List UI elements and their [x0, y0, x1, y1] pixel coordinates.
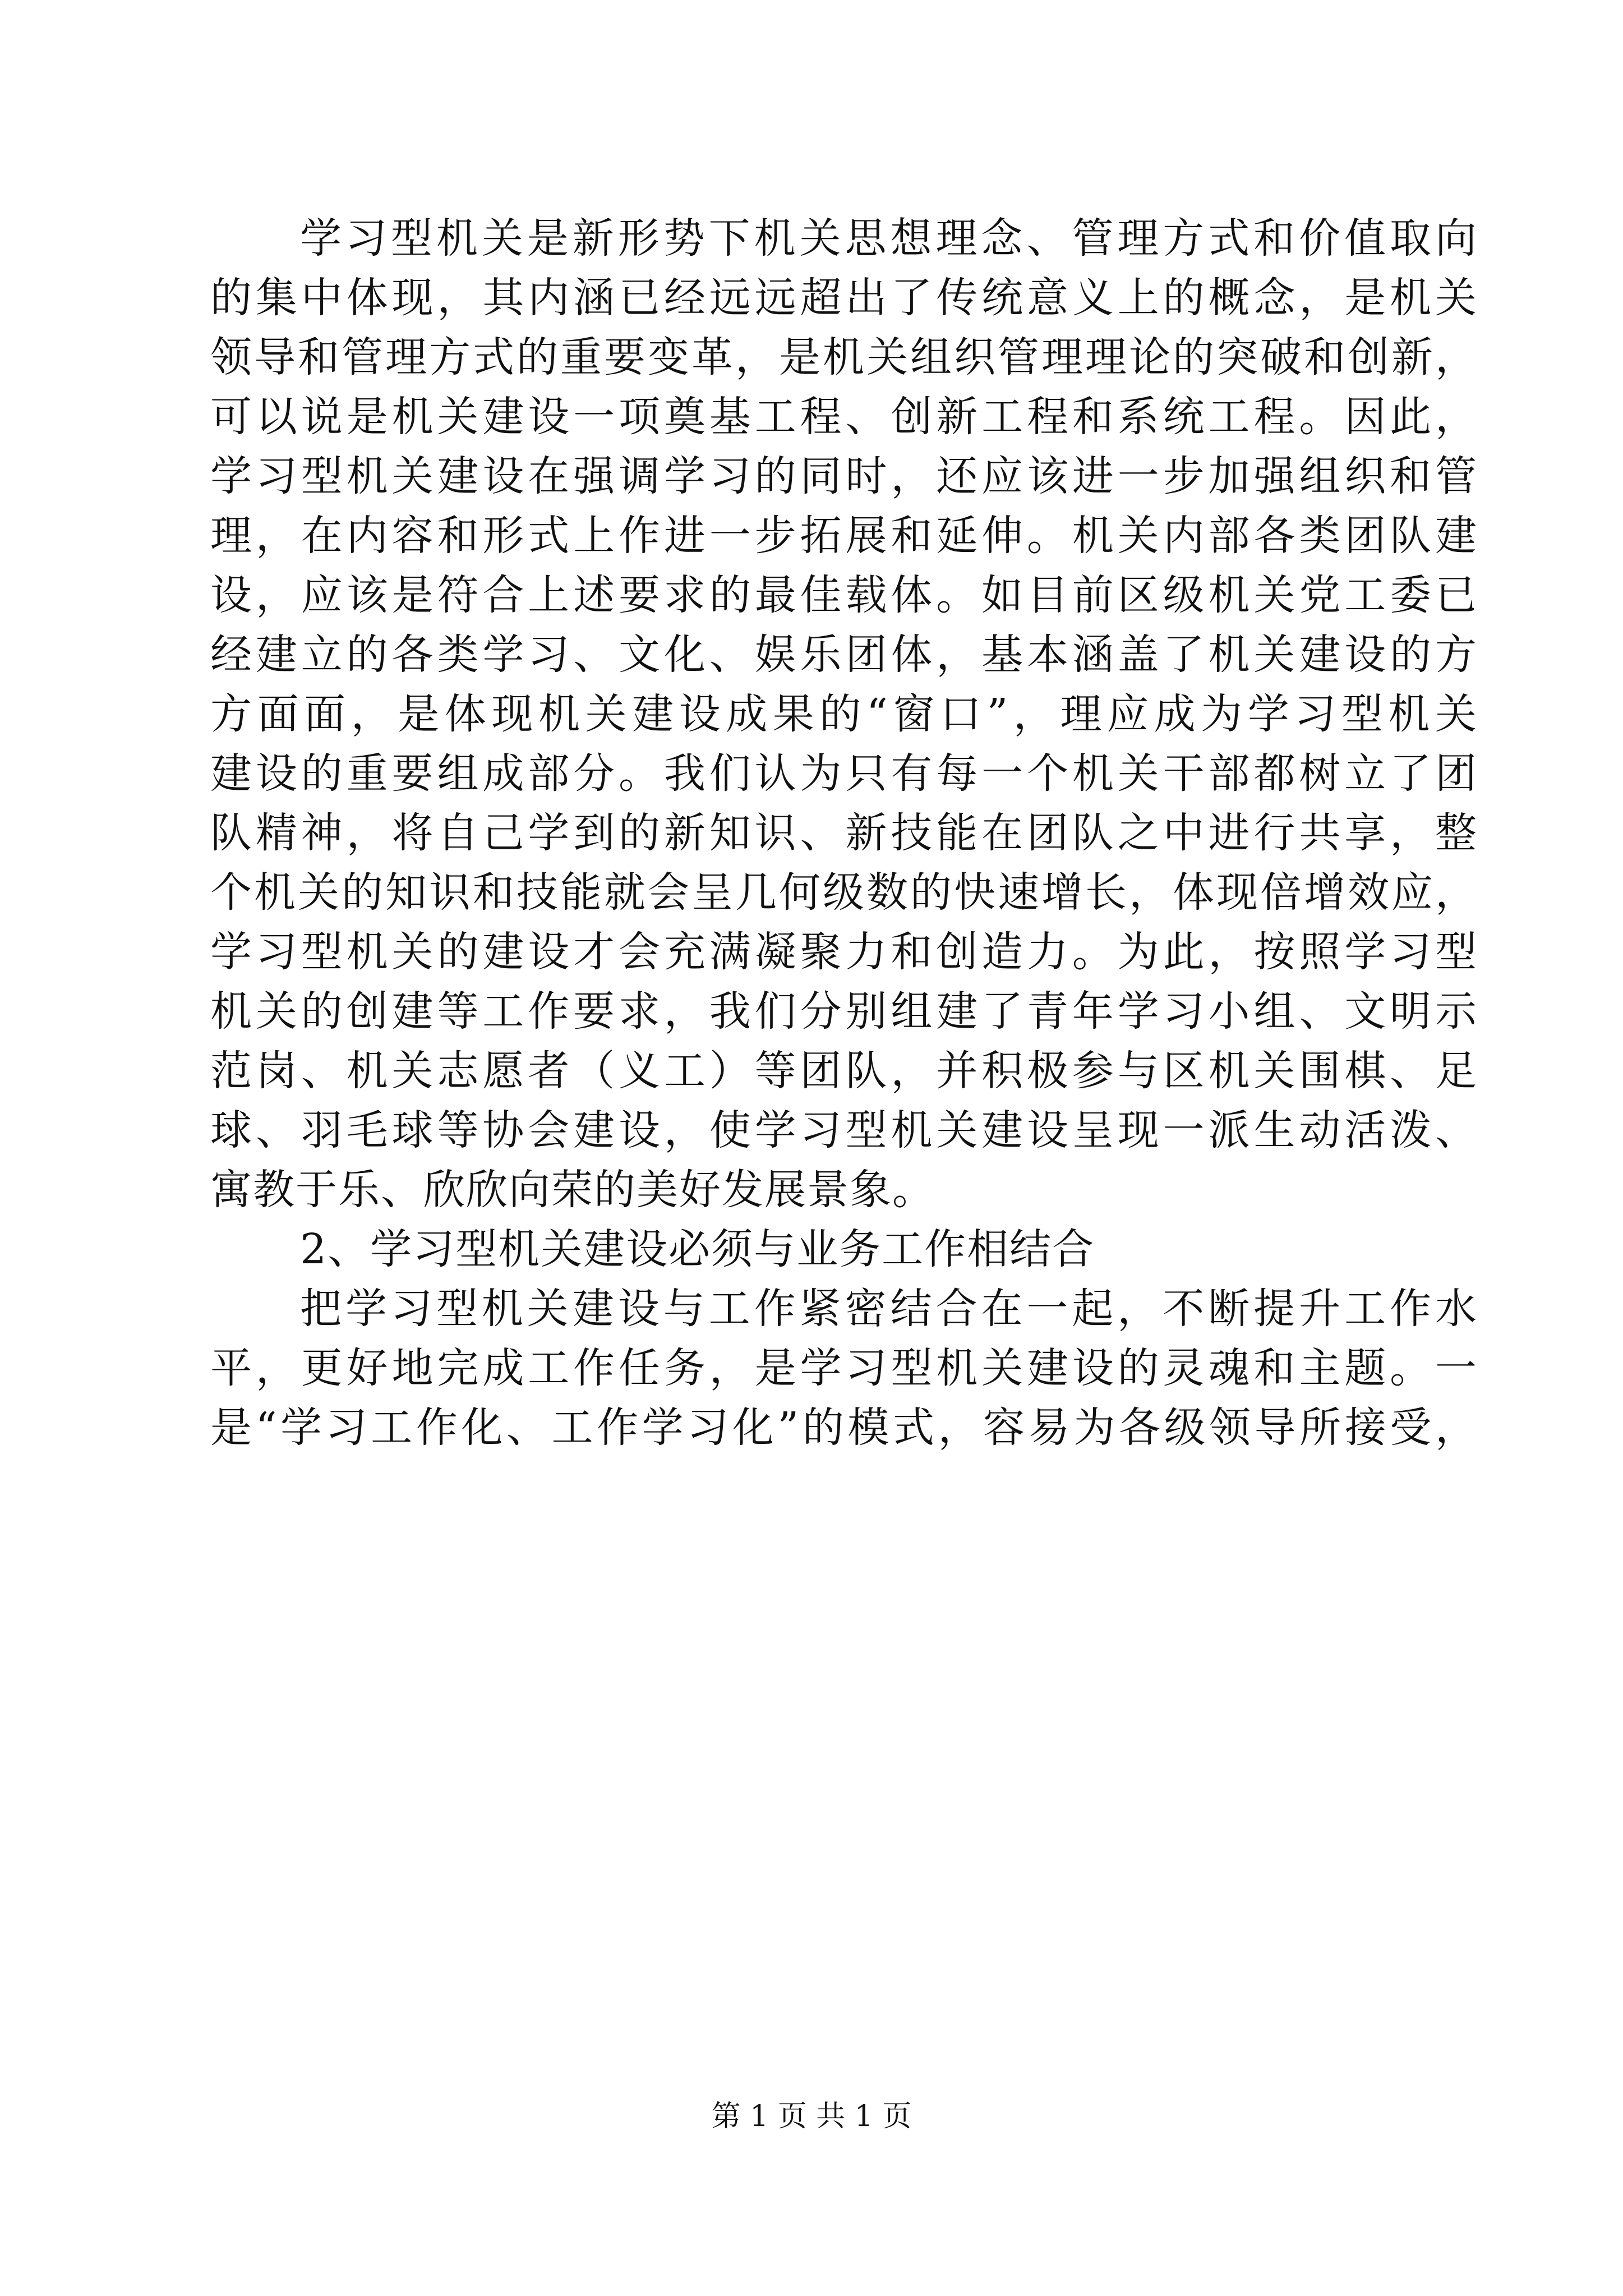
text-line: 建设的重要组成部分。我们认为只有每一个机关干部都树立了团 — [210, 749, 1478, 798]
text-line: 球、羽毛球等协会建设，使学习型机关建设呈现一派生动活泼、 — [210, 1106, 1478, 1154]
text-line: 把学习型机关建设与工作紧密结合在一起，不断提升工作水 — [300, 1285, 1478, 1333]
text-line: 学习型机关是新形势下机关思想理念、管理方式和价值取向 — [300, 214, 1478, 263]
text-line: 机关的创建等工作要求，我们分别组建了青年学习小组、文明示 — [210, 987, 1478, 1036]
page-number-footer: 第 1 页 共 1 页 — [711, 2100, 912, 2133]
text-line: 学习型机关建设在强调学习的同时，还应该进一步加强组织和管 — [210, 452, 1478, 500]
text-line: 方面面，是体现机关建设成果的“窗口”，理应成为学习型机关 — [210, 690, 1478, 738]
text-line: 领导和管理方式的重要变革，是机关组织管理理论的突破和创新， — [210, 333, 1478, 381]
text-line: 学习型机关的建设才会充满凝聚力和创造力。为此，按照学习型 — [210, 928, 1478, 976]
text-line: 范岗、机关志愿者（义工）等团队，并积极参与区机关围棋、足 — [210, 1047, 1478, 1095]
document-body — [210, 209, 1478, 1457]
text-line: 设，应该是符合上述要求的最佳载体。如目前区级机关党工委已 — [210, 571, 1478, 619]
text-line: 寓教于乐、欣欣向荣的美好发展景象。 — [210, 1166, 935, 1214]
text-line: 是“学习工作化、工作学习化”的模式，容易为各级领导所接受， — [210, 1404, 1478, 1452]
section-heading: 2、学习型机关建设必须与业务工作相结合 — [300, 1225, 1095, 1273]
text-line: 理，在内容和形式上作进一步拓展和延伸。机关内部各类团队建 — [210, 512, 1478, 560]
text-line: 平，更好地完成工作任务，是学习型机关建设的灵魂和主题。一 — [210, 1344, 1478, 1392]
text-line: 队精神，将自己学到的新知识、新技能在团队之中进行共享，整 — [210, 809, 1478, 857]
text-line: 的集中体现，其内涵已经远远超出了传统意义上的概念，是机关 — [210, 274, 1478, 322]
text-line: 个机关的知识和技能就会呈几何级数的快速增长，体现倍增效应， — [210, 868, 1478, 917]
text-line: 经建立的各类学习、文化、娱乐团体，基本涵盖了机关建设的方 — [210, 631, 1478, 679]
text-line: 可以说是机关建设一项奠基工程、创新工程和系统工程。因此， — [210, 393, 1478, 441]
